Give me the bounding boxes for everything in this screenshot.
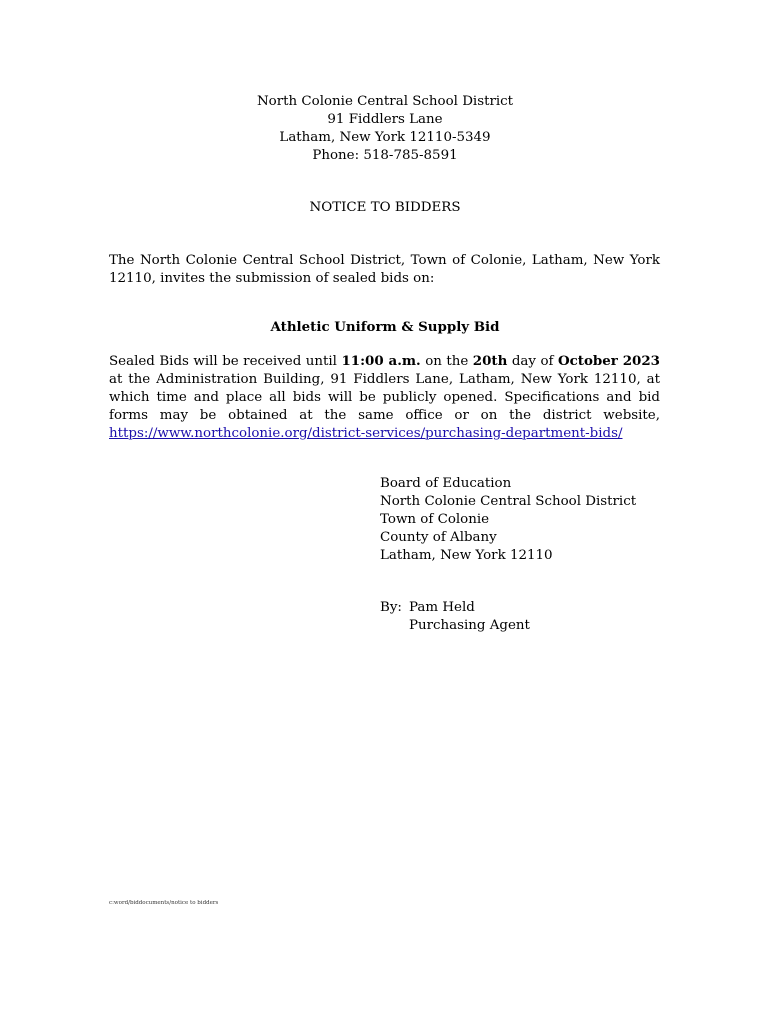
bid-day: 20th [472, 353, 508, 369]
by-label: By: [380, 600, 402, 615]
signer-name: Pam Held [409, 600, 475, 615]
signature-block [380, 475, 680, 565]
phone-number: Phone: 518-785-8591 [312, 148, 458, 163]
body-text-2: on the [420, 354, 473, 369]
bid-month-year: October 2023 [557, 353, 661, 369]
letterhead [0, 93, 770, 165]
bid-details-paragraph [109, 352, 660, 443]
city-state-zip: Latham, New York 12110-5349 [279, 130, 491, 145]
signer-title: Purchasing Agent [409, 618, 530, 633]
signature-line-city: Latham, New York 12110 [380, 548, 553, 563]
signature-line-county: County of Albany [380, 530, 497, 545]
district-website-link[interactable]: https://www.northcolonie.org/district-services/purchasing-department-bids/ [109, 426, 623, 441]
bid-time: 11:00 a.m. [341, 353, 421, 369]
signature-line-district: North Colonie Central School District [380, 494, 637, 509]
signed-by-line [380, 599, 680, 617]
notice-title: NOTICE TO BIDDERS [309, 200, 461, 215]
signed-by-block [380, 599, 680, 635]
district-name: North Colonie Central School District [256, 94, 514, 109]
street-address: 91 Fiddlers Lane [327, 112, 443, 127]
body-text-4: at the Administration Building, 91 Fiddlers Lane, Latham, New York 12110, at which time and place all bids will be publicly opened. Specifications and bid forms may be obtained at the same office or on the district website, [109, 372, 660, 423]
body-text-1: Sealed Bids will be received until [109, 354, 342, 369]
signature-line-town: Town of Colonie [380, 512, 490, 527]
body-text-3: day of [507, 354, 558, 369]
intro-paragraph: The North Colonie Central School District, Town of Colonie, Latham, New York 12110, invites the submission of sealed bids on: [109, 253, 660, 286]
signature-line-board: Board of Education [380, 476, 512, 491]
footer-file-path: c:word/biddocuments/notice to bidders [109, 900, 219, 906]
bid-title: Athletic Uniform & Supply Bid [270, 319, 500, 335]
